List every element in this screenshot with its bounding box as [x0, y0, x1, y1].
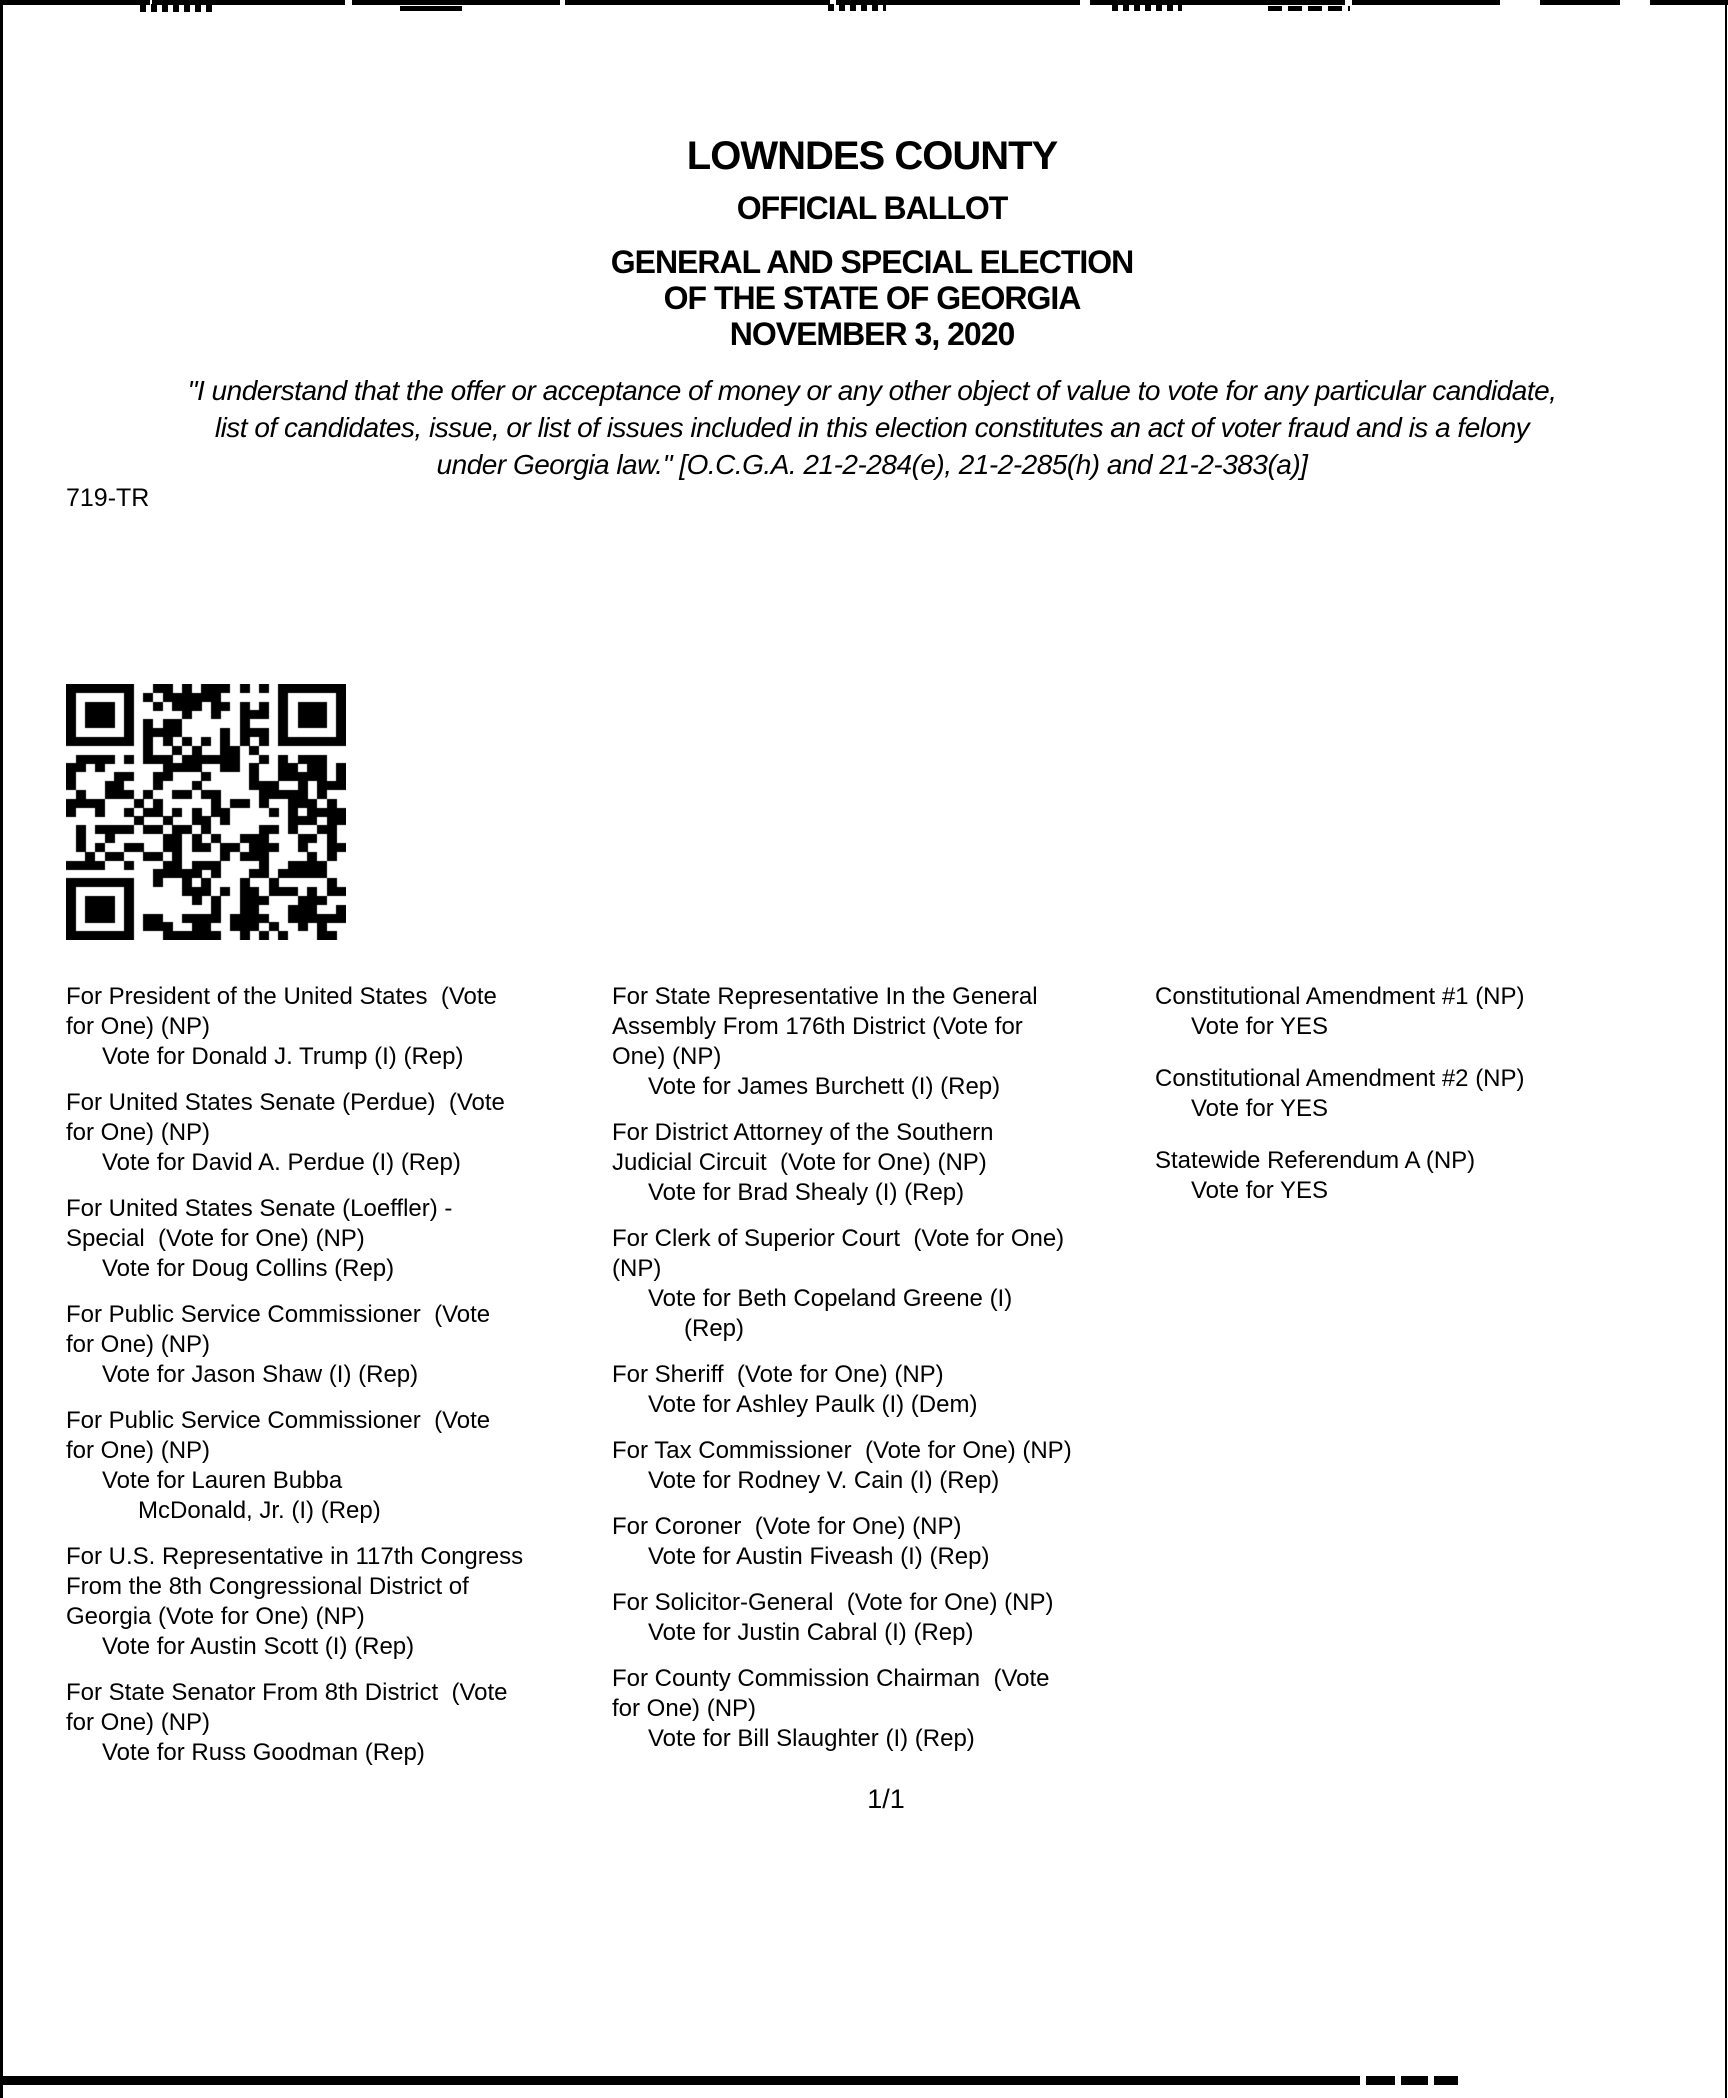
contest-title-line: Constitutional Amendment #1 (NP)	[1155, 983, 1525, 1010]
voter-fraud-disclaimer	[0, 372, 1728, 483]
contest-title-line: for One) (NP)	[66, 1437, 211, 1464]
contest-title-line: For President of the United States (Vote	[66, 983, 497, 1010]
contest-title-line: For State Senator From 8th District (Vote	[66, 1679, 508, 1706]
contest-title-line: Statewide Referendum A (NP)	[1155, 1147, 1476, 1174]
contest-title-line: One) (NP)	[612, 1043, 722, 1070]
contest-title-line: Special (Vote for One) (NP)	[66, 1225, 365, 1252]
contest-title-line: For Public Service Commissioner (Vote	[66, 1407, 491, 1434]
contest-selection-line: Vote for Russ Goodman (Rep)	[102, 1739, 425, 1766]
contest	[612, 1512, 1072, 1572]
contest-title-line: Georgia (Vote for One) (NP)	[66, 1603, 365, 1630]
contest-title-line: for One) (NP)	[66, 1331, 211, 1358]
contest	[1155, 1146, 1525, 1206]
contest-selection-line: Vote for Jason Shaw (I) (Rep)	[102, 1361, 419, 1388]
contest-selection-line: Vote for YES	[1191, 1177, 1328, 1204]
scan-artifact-bottom-band	[0, 2076, 1728, 2085]
disclaimer-line: under Georgia law." [O.C.G.A. 21-2-284(e), 21-2-285(h) and 21-2-383(a)]	[436, 449, 1308, 480]
ballot-style-code: 719-TR	[66, 484, 150, 512]
qr-code	[66, 684, 346, 940]
contest-title-line: For U.S. Representative in 117th Congress	[66, 1543, 524, 1570]
contest-selection-line: Vote for Beth Copeland Greene (I)	[648, 1285, 1013, 1312]
contest	[1155, 982, 1525, 1042]
scan-artifact-mark	[400, 6, 462, 11]
contest	[612, 1436, 1072, 1496]
election-title-line2: OF THE STATE OF GEORGIA	[663, 280, 1081, 316]
contest	[66, 1678, 523, 1768]
contest-title-line: For Solicitor-General (Vote for One) (NP)	[612, 1589, 1054, 1616]
contest	[1155, 1064, 1525, 1124]
ballot-type-title: OFFICIAL BALLOT	[736, 190, 1008, 226]
contest-title-line: For State Representative In the General	[612, 983, 1038, 1010]
contest-title-line: for One) (NP)	[66, 1013, 211, 1040]
county-title: LOWNDES COUNTY	[686, 134, 1058, 178]
election-title-line1: GENERAL AND SPECIAL ELECTION	[610, 244, 1134, 280]
contest-title-line: For Clerk of Superior Court (Vote for One)	[612, 1225, 1065, 1252]
contest-title-line: For Coroner (Vote for One) (NP)	[612, 1513, 962, 1540]
contest-selection-line: (Rep)	[684, 1315, 745, 1342]
election-title	[16, 244, 1728, 352]
contest-title-line: Assembly From 176th District (Vote for	[612, 1013, 1023, 1040]
contest-selection-line: Vote for David A. Perdue (I) (Rep)	[102, 1149, 461, 1176]
contest-title-line: For Public Service Commissioner (Vote	[66, 1301, 491, 1328]
disclaimer-line: list of candidates, issue, or list of issues included in this election constitutes an act of voter fraud and is a felony	[214, 412, 1530, 443]
contest-title-line: for One) (NP)	[66, 1119, 211, 1146]
contest-title-line: Constitutional Amendment #2 (NP)	[1155, 1065, 1525, 1092]
contest-selection-line: Vote for Bill Slaughter (I) (Rep)	[648, 1725, 975, 1752]
contest-selection-line: McDonald, Jr. (I) (Rep)	[138, 1497, 381, 1524]
contest-selection-line: Vote for YES	[1191, 1095, 1328, 1122]
scan-artifact-mark	[1112, 4, 1182, 11]
contest-selection-line: Vote for Austin Fiveash (I) (Rep)	[648, 1543, 990, 1570]
contest	[612, 1588, 1072, 1648]
election-date: NOVEMBER 3, 2020	[729, 316, 1015, 352]
contest	[612, 1224, 1072, 1344]
contest-title-line: For United States Senate (Perdue) (Vote	[66, 1089, 505, 1116]
contest-title-line: For Tax Commissioner (Vote for One) (NP)	[612, 1437, 1072, 1464]
contest	[612, 1360, 1072, 1420]
contest	[66, 1300, 523, 1390]
contest-title-line: Judicial Circuit (Vote for One) (NP)	[612, 1149, 987, 1176]
contest-selection-line: Vote for Justin Cabral (I) (Rep)	[648, 1619, 974, 1646]
contest-title-line: for One) (NP)	[612, 1695, 757, 1722]
scan-artifact-mark	[140, 4, 212, 12]
contest	[612, 1664, 1072, 1754]
contest-title-line: For Sheriff (Vote for One) (NP)	[612, 1361, 944, 1388]
contest	[612, 982, 1072, 1102]
contest	[612, 1118, 1072, 1208]
contest-title-line: for One) (NP)	[66, 1709, 211, 1736]
contest	[66, 1088, 523, 1178]
scan-artifact-mark	[828, 4, 886, 11]
contest-title-line: From the 8th Congressional District of	[66, 1573, 469, 1600]
ballot-column-3	[1155, 982, 1525, 1228]
contest-selection-line: Vote for Lauren Bubba	[102, 1467, 343, 1494]
contest-title-line: For United States Senate (Loeffler) -	[66, 1195, 453, 1222]
contest-selection-line: Vote for Austin Scott (I) (Rep)	[102, 1633, 415, 1660]
contest	[66, 1542, 523, 1662]
contest-selection-line: Vote for James Burchett (I) (Rep)	[648, 1073, 1001, 1100]
contest-selection-line: Vote for Doug Collins (Rep)	[102, 1255, 395, 1282]
contest-title-line: For County Commission Chairman (Vote	[612, 1665, 1050, 1692]
contest-selection-line: Vote for Brad Shealy (I) (Rep)	[648, 1179, 965, 1206]
ballot-column-1	[66, 982, 523, 1784]
ballot-column-2	[612, 982, 1072, 1770]
contest-selection-line: Vote for Rodney V. Cain (I) (Rep)	[648, 1467, 1000, 1494]
contest	[66, 982, 523, 1072]
contest-selection-line: Vote for YES	[1191, 1013, 1328, 1040]
contest-title-line: For District Attorney of the Southern	[612, 1119, 994, 1146]
contest	[66, 1194, 523, 1284]
contest-selection-line: Vote for Donald J. Trump (I) (Rep)	[102, 1043, 464, 1070]
scan-artifact-mark	[1268, 6, 1350, 11]
disclaimer-line: "I understand that the offer or acceptance of money or any other object of value to vote for any particular candidate,	[187, 375, 1557, 406]
contest-title-line: (NP)	[612, 1255, 662, 1282]
page-number: 1/1	[867, 1784, 905, 1814]
contest-selection-line: Vote for Ashley Paulk (I) (Dem)	[648, 1391, 978, 1418]
ballot-header	[0, 134, 1728, 352]
contest	[66, 1406, 523, 1526]
